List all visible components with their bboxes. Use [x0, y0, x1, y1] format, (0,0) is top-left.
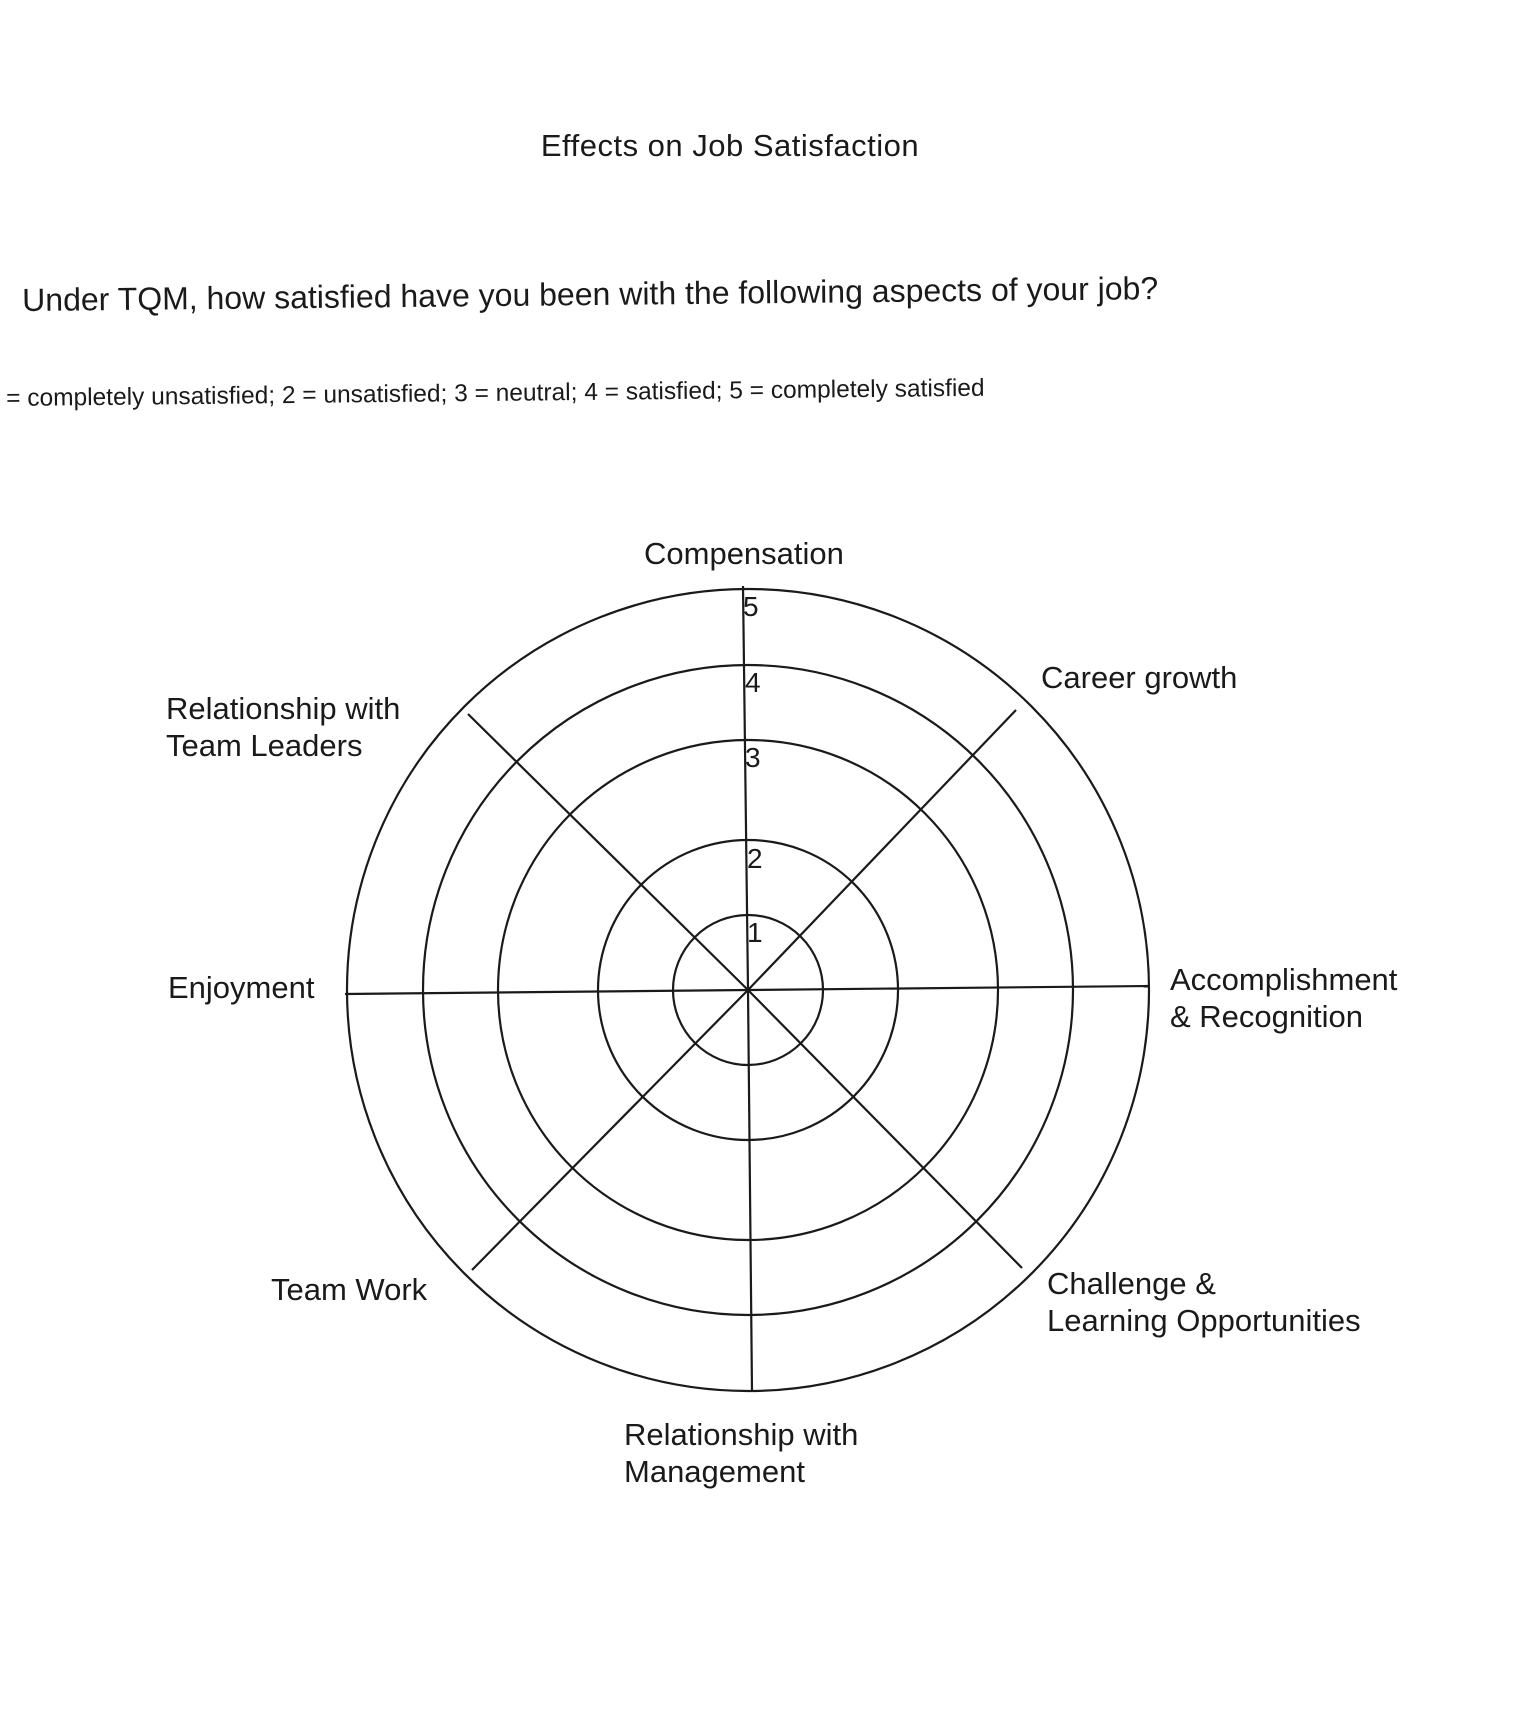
survey-question: Under TQM, how satisfied have you been with the following aspects of your job? — [22, 270, 1159, 318]
axis-team-work-line — [472, 990, 748, 1270]
tick-label-1: 1 — [747, 917, 763, 948]
axis-accomplishment-line — [748, 986, 1148, 990]
axis-label-challenge: Challenge & Learning Opportunities — [1047, 1266, 1361, 1338]
axis-label-compensation: Compensation — [644, 536, 844, 571]
axis-enjoyment-line — [345, 990, 748, 994]
axis-label-management: Relationship with Management — [624, 1417, 859, 1489]
axis-management-line — [748, 990, 752, 1392]
tick-label-3: 3 — [745, 742, 761, 773]
rating-scale-legend: = completely unsatisfied; 2 = unsatisfied; 3 = neutral; 4 = satisfied; 5 = completely satisfied — [6, 374, 985, 412]
axis-label-career-growth: Career growth — [1041, 660, 1238, 695]
axis-career-growth-line — [748, 710, 1016, 990]
tick-label-2: 2 — [747, 843, 763, 874]
axis-challenge-line — [748, 990, 1022, 1268]
page-title: Effects on Job Satisfaction — [540, 128, 920, 163]
axis-label-accomplishment: Accomplishment & Recognition — [1170, 962, 1398, 1034]
tick-label-5: 5 — [743, 591, 759, 622]
axis-team-leaders-line — [468, 714, 748, 990]
axis-label-team-leaders: Relationship with Team Leaders — [166, 691, 401, 763]
axis-label-team-work: Team Work — [271, 1272, 428, 1307]
tick-label-4: 4 — [745, 667, 761, 698]
axis-label-enjoyment: Enjoyment — [168, 970, 315, 1005]
